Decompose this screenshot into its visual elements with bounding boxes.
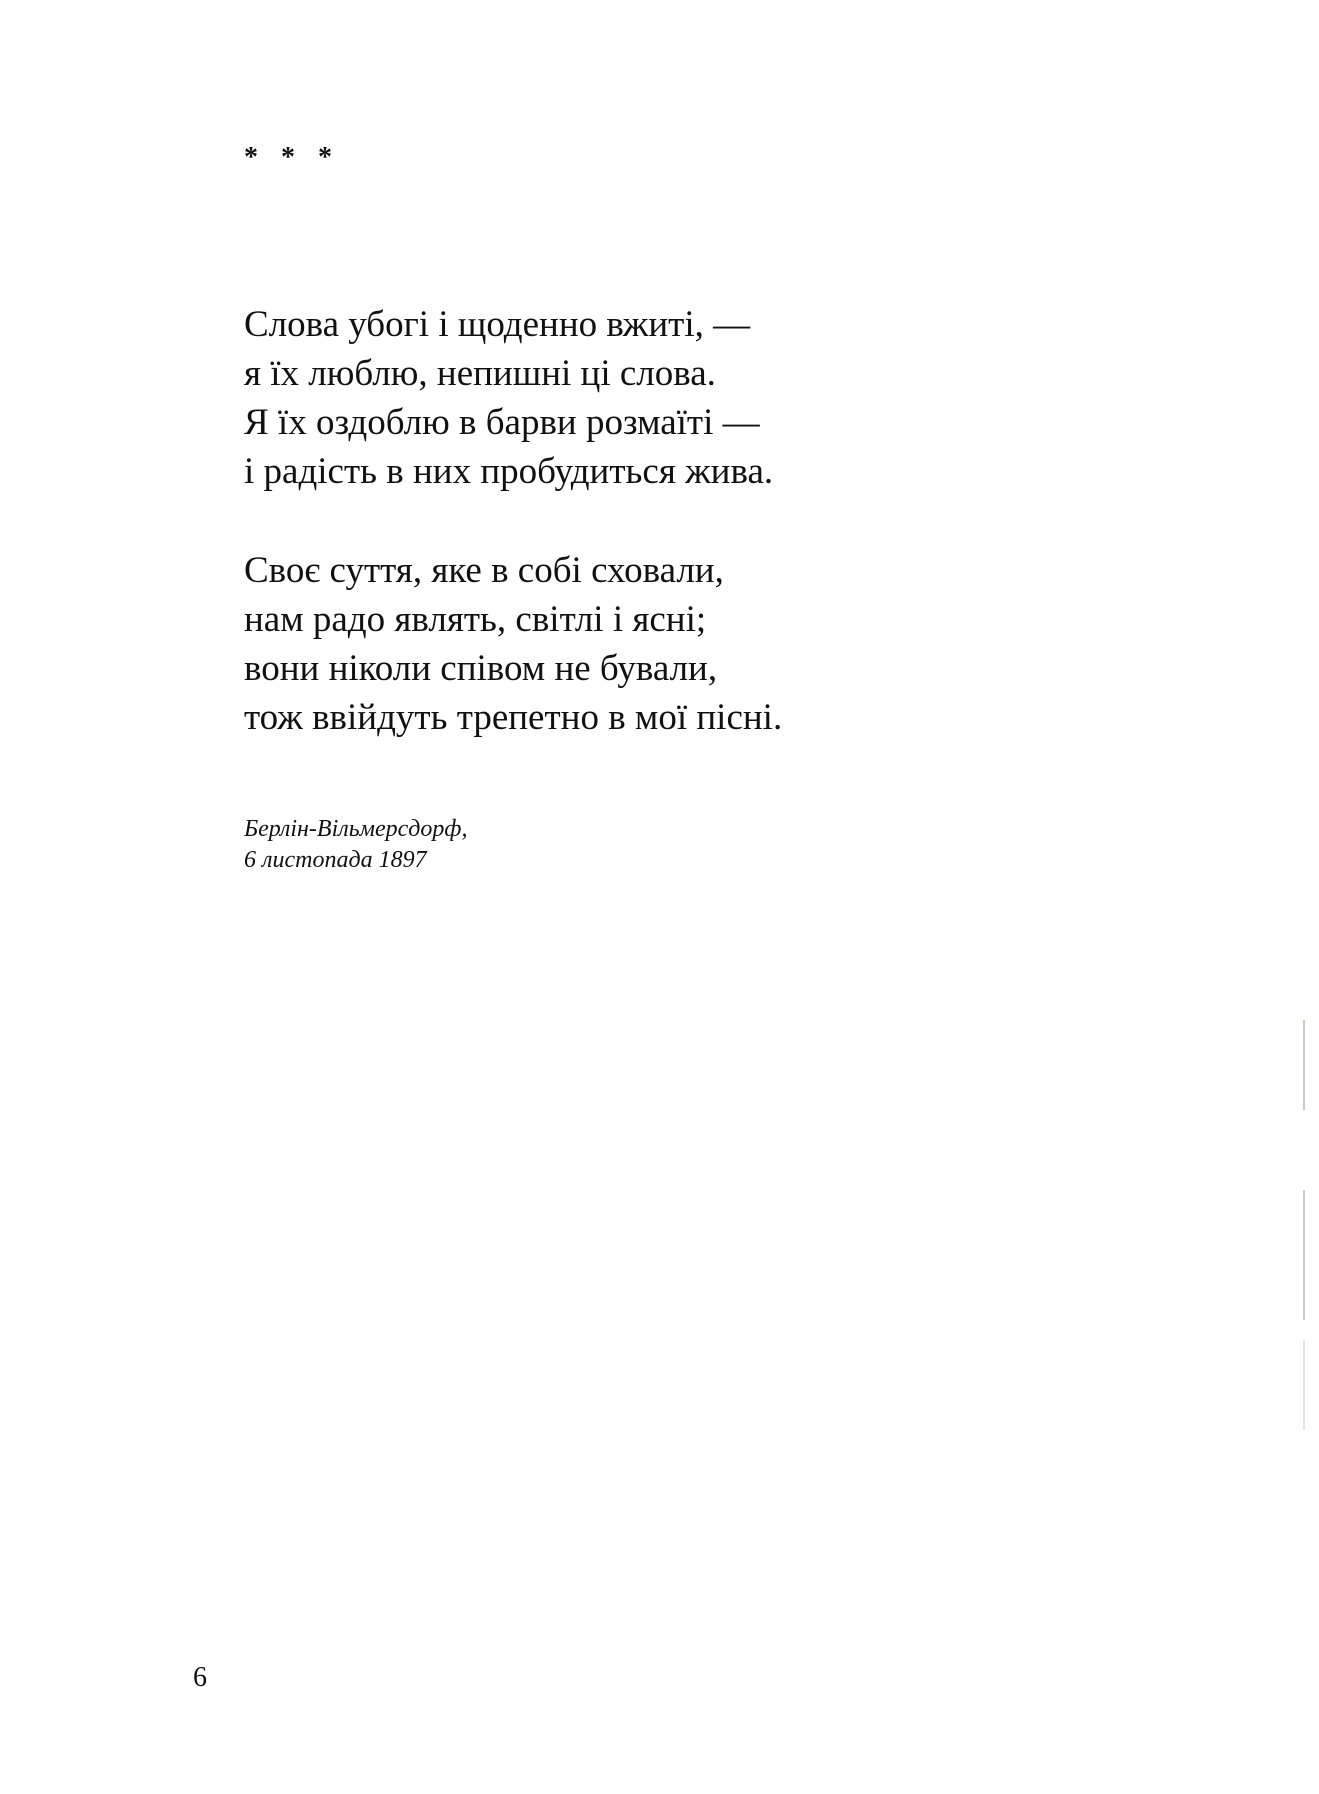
section-separator: * * * <box>244 142 340 173</box>
poem-line: і радість в них пробудиться жива. <box>244 451 774 492</box>
scan-edge-mark <box>1303 1340 1305 1430</box>
stanza-1 <box>244 300 782 496</box>
scan-edge-mark <box>1303 1190 1305 1320</box>
poem-line: вони ніколи співом не бували, <box>244 648 718 689</box>
poem <box>244 300 782 742</box>
poem-line: Слова убогі і щоденно вжиті, — <box>244 304 751 345</box>
poem-signature <box>244 814 467 876</box>
poem-line: Я їх оздоблю в барви розмаїті — <box>244 402 760 443</box>
scan-edge-mark <box>1303 1020 1305 1110</box>
signature-date: 6 листопада 1897 <box>244 847 427 873</box>
poem-line: Своє суття, яке в собі сховали, <box>244 550 724 591</box>
poem-line: я їх люблю, непишні ці слова. <box>244 353 716 394</box>
poem-line: тож ввійдуть трепетно в мої пісні. <box>244 697 783 738</box>
poem-line: нам радо являть, світлі і ясні; <box>244 599 707 640</box>
page-number: 6 <box>193 1662 207 1693</box>
stanza-2 <box>244 546 782 742</box>
signature-place: Берлін-Вільмерсдорф, <box>244 816 468 842</box>
